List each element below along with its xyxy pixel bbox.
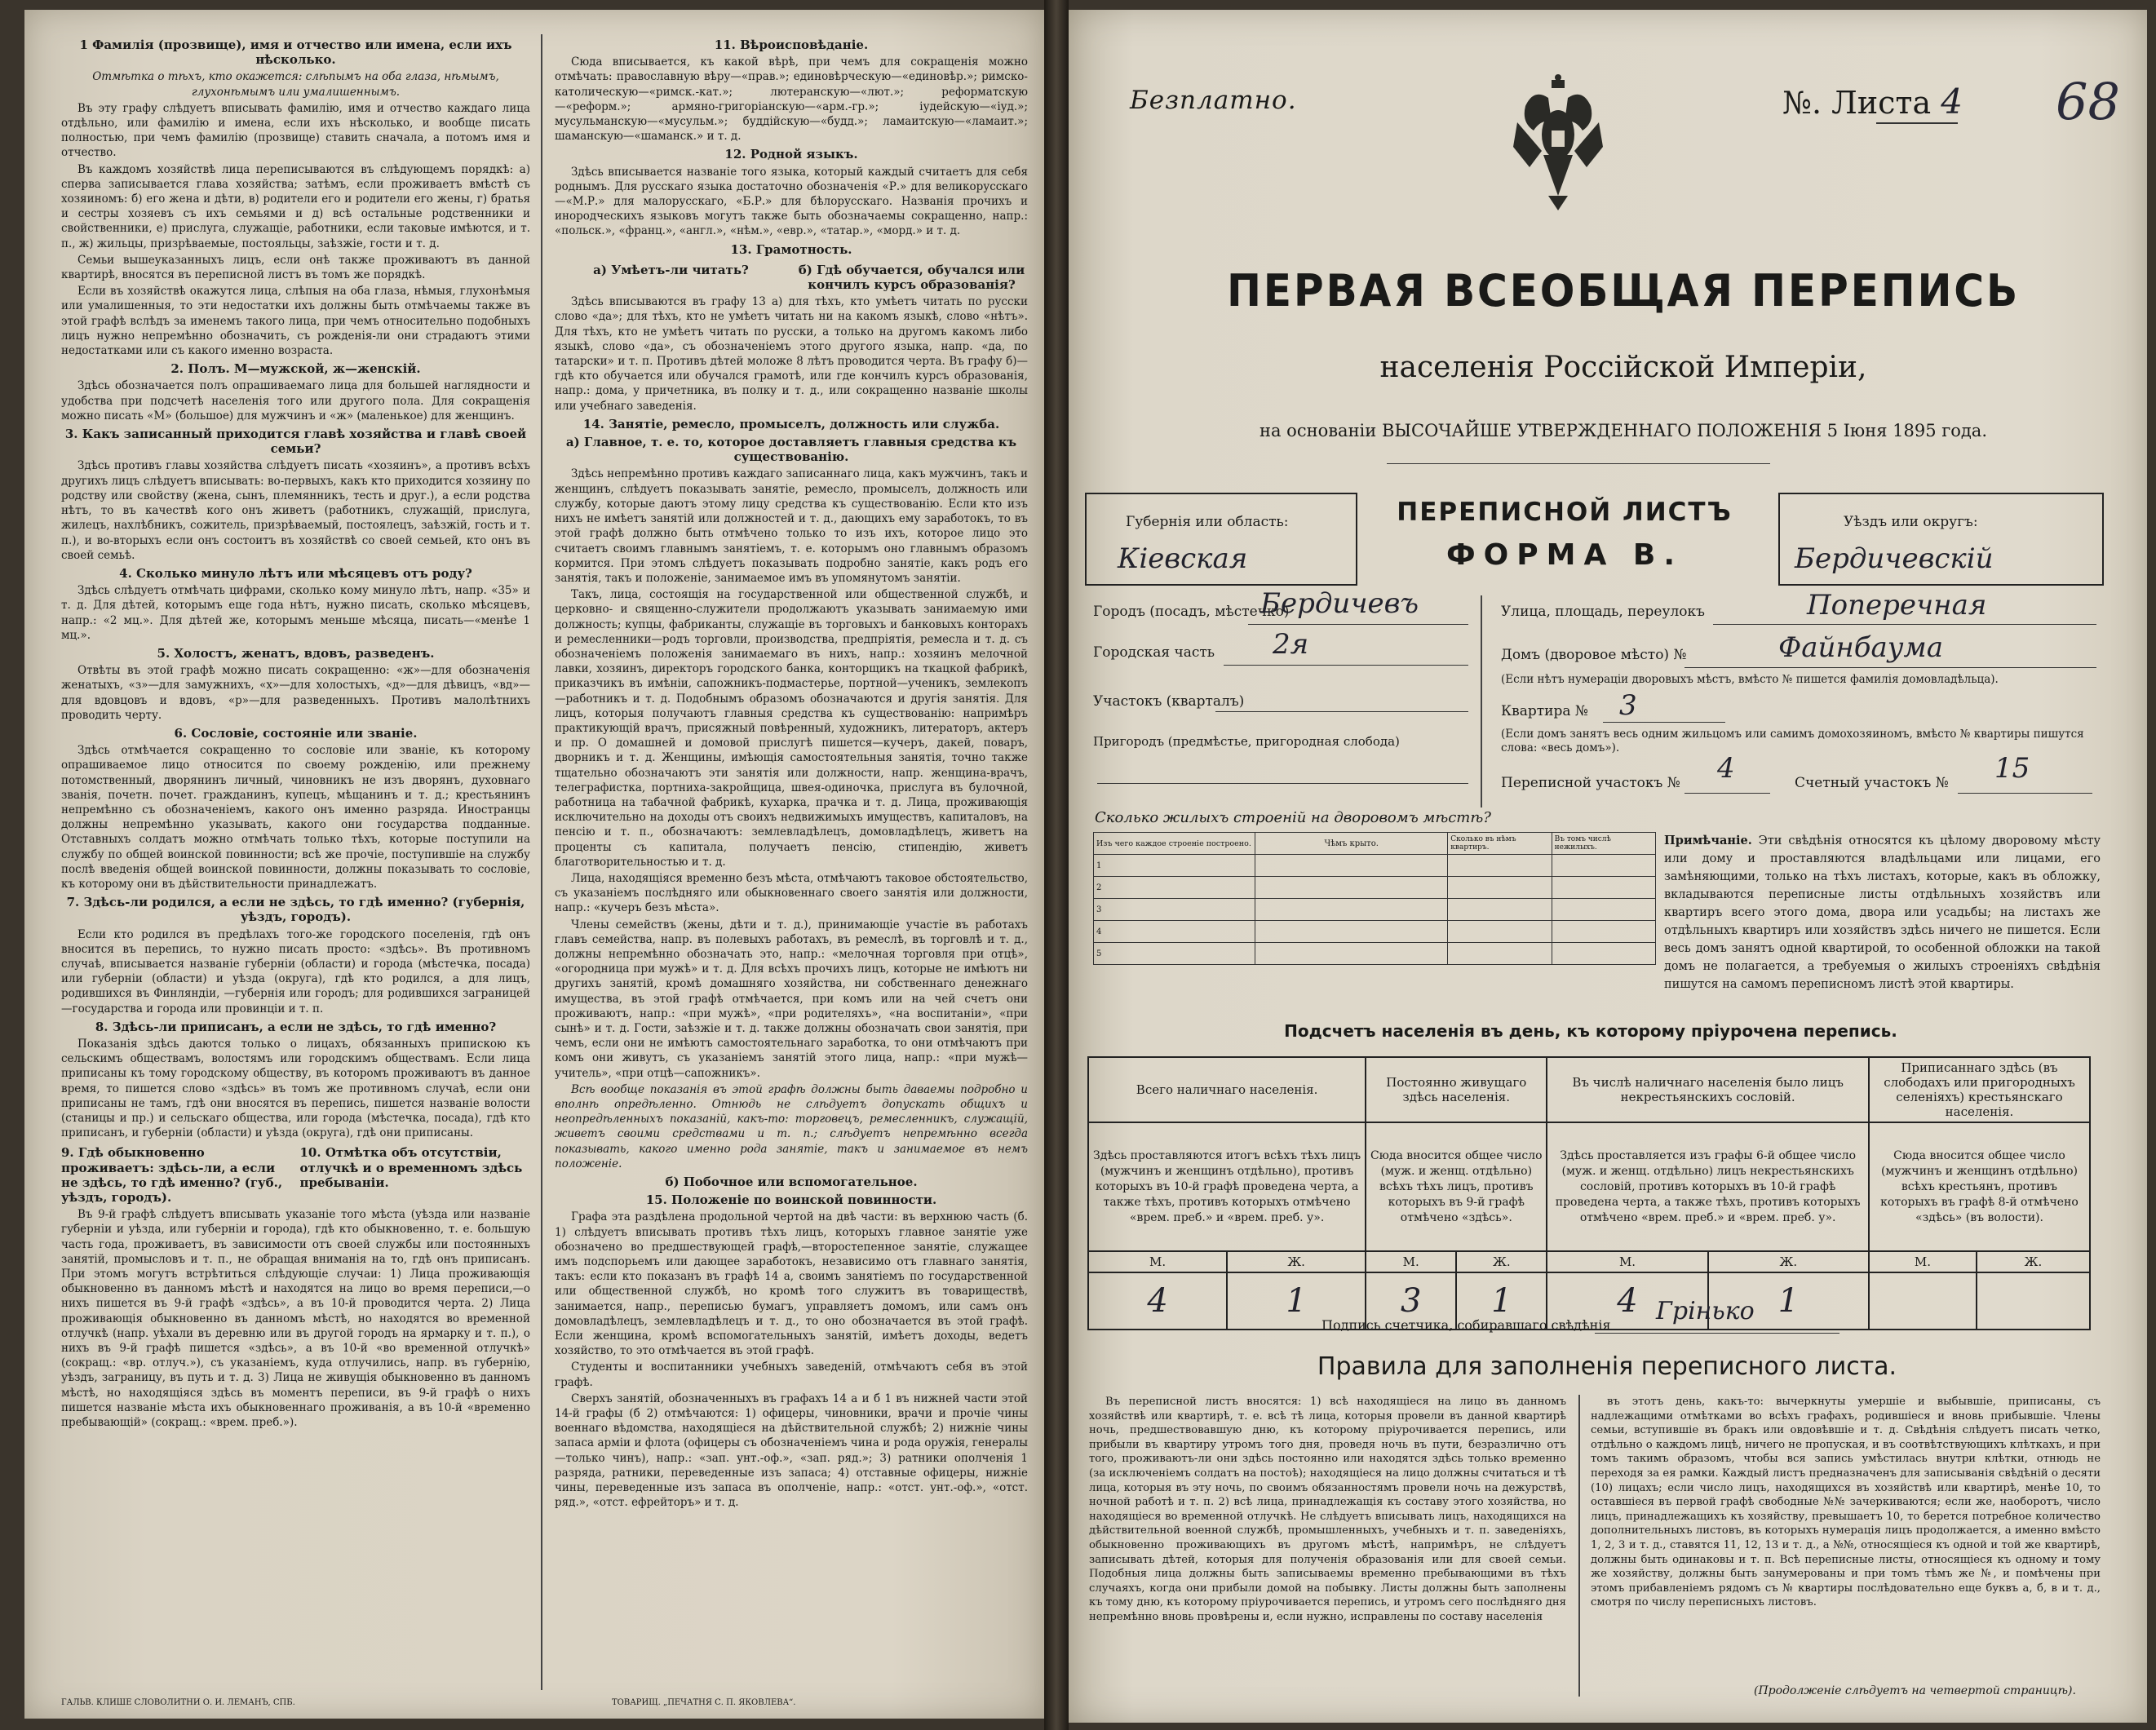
heading-13b: б) Гдѣ обучается, обучался или кончилъ курсъ образованія? <box>798 262 1025 293</box>
apartment-note: (Если домъ занятъ весь одним жильцомъ или самимъ домохозяиномъ, вмѣсто № квартиры пишутся слова: «весь домъ»). <box>1501 728 2084 754</box>
paragraph: Въ эту графу слѣдуетъ вписывать фамилію, имя и отчество каждаго лица отдѣльно, или фамилію и имена, если ихъ нѣсколько, и вообще писать полностью, при чемъ фамилію (прозвище) ставить сначала, а потомъ имя и отчество. <box>61 101 530 160</box>
apartment-label: Квартира № <box>1501 703 1588 719</box>
book-spine <box>1044 0 1069 1730</box>
cell <box>1552 921 1655 943</box>
heading-11: 11. Вѣроисповѣданіе. <box>714 38 869 52</box>
city-part-underline <box>1224 665 1468 666</box>
paragraph: Графа эта раздѣлена продольной чертой на двѣ части: въ верхнюю часть (б. 1) слѣдуетъ вписывать противъ тѣхъ лицъ, которыхъ главное занятіе уже обозначено во предшествующей графѣ,—второстепенное занятіе, служащее имъ подспорьемъ или дающее заработокъ, независимо отъ главнаго занятія, такъ: если кто показанъ въ графѣ 14 а, своимъ занятіемъ по государственной или общественной службѣ, но кромѣ того служитъ въ товариществѣ, занимается, напр., переписью бумагъ, управляетъ домомъ, или самъ онъ домовладѣлецъ, землевладѣлецъ и т. д., то оно обозначается въ этой графѣ. Если женщина, кромѣ вспомогательныхъ занятій, имѣетъ доходы, ведетъ хозяйство, то это отмѣчается въ этой графѣ. <box>555 1210 1028 1358</box>
census-district-value-handwritten: 4 <box>1717 752 1735 785</box>
male-header: М. <box>1088 1251 1227 1272</box>
census-district-underline <box>1685 793 1770 794</box>
paragraph: Всѣ вообще показанія въ этой графѣ должны быть даваемы подробно и вполнѣ опредѣленно. Отнюдь не слѣдуетъ допускать общихъ и неопредѣленныхъ показаній, какъ-то: торговецъ, ремесленникъ, служащій, живетъ своими средствами и т. п.; слѣдуетъ непремѣнно всегда показывать, какого именно рода занятіе, такъ и занимаемое въ немъ положеніе. <box>555 1082 1028 1170</box>
table-row <box>1094 921 1656 943</box>
subtitle-regulation: на основаніи ВЫСОЧАЙШЕ УТВЕРЖДЕННАГО ПОЛОЖЕНІЯ 5 Іюня 1895 года. <box>1259 421 1988 440</box>
buildings-header-apartments: Сколько въ нѣмъ квартиръ. <box>1448 833 1552 855</box>
subtitle: населенія Россійской Имперіи, <box>1379 351 1867 384</box>
paragraph: Семьи вышеуказанныхъ лицъ, если онѣ также проживаютъ въ данной квартирѣ, вносятся въ переписной листъ въ томъ же порядкѣ. <box>61 253 530 282</box>
apartment-value-handwritten: 3 <box>1619 689 1637 722</box>
rules-divider <box>1578 1395 1580 1697</box>
paragraph: Показанія здѣсь даются только о лицахъ, обязанныхъ припискою къ сельскимъ обществамъ, волостямъ или городскимъ обществамъ. Если лица приписаны къ тому городскому обществу, въ которомъ проживаютъ въ данное время, то пишется слово «здѣсь» въ томъ же противномъ случаѣ, если они приписаны не тамъ, гдѣ они вносятся въ перепись, пишется названіе волости (станицы и пр.) и сельскаго общества, или города (мѣстечка, посада), гдѣ кто приписанъ, и губерніи (области) и уѣзда (округа), гдѣ они приписаны. <box>61 1038 530 1140</box>
column-divider <box>541 34 542 1690</box>
heading-10: 10. Отмѣтка объ отсутствіи, отлучкѣ и о временномъ здѣсь пребываніи. <box>299 1145 523 1190</box>
house-note: (Если нѣтъ нумераціи дворовыхъ мѣстъ, вмѣсто № пишется фамилія домовладѣльца). <box>1501 673 1999 686</box>
paragraph: Въ каждомъ хозяйствѣ лица переписываются въ слѣдующемъ порядкѣ: а) сперва записывается глава хозяйства; затѣмъ, если проживаетъ вмѣстѣ съ хозяиномъ: б) его жена и дѣти, в) родители его и родители его жены, г) братья и сестры хозяевъ съ ихъ семьями и д) всѣ остальные родственники и свойственники, е) прислуга, служащіе, работники, если таковые имѣются, и т. п., ж) жильцы, призрѣваемые, постояльцы, заѣзжіе, гости и т. д. <box>61 162 530 250</box>
count-desc-peasant: Сюда вносится общее число (мужчинъ и женщинъ отдѣльно) всѣхъ крестьянъ, противъ которыхъ въ графѣ 8-й отмѣчено «здѣсь» (въ волости). <box>1869 1122 2090 1251</box>
count-header-total: Всего наличнаго населенія. <box>1088 1057 1366 1122</box>
archive-number-handwritten: 68 <box>2056 72 2120 131</box>
cell <box>1255 877 1448 899</box>
paragraph: Члены семействъ (жены, дѣти и т. д.), принимающіе участіе въ работахъ главъ семейства, напр. въ полевыхъ работахъ, въ ремеслѣ, въ торговлѣ и т. д., должны непремѣнно обозначать это, напр.: «мелочная торговля при отцѣ», «огородница при мужѣ» и т. д. Для всѣхъ прочихъ лицъ, которые не имѣютъ ни другихъ занятій, кромѣ домашняго хозяйства, ни собственнаго денежнаго имущества, въ этой графѣ отмѣчается, при комъ или на чей счетъ они проживаютъ, напр.: «при мужѣ», «при родителяхъ», «на воспитаніи», «при сынѣ» и т. д. Гости, заѣзжіе и т. д. также должны обозначать свои занятія, при чемъ, если они не имѣютъ самостоятельнаго заработка, то они отмѣчаютъ при комъ они живутъ, съ указаніемъ занятій этого лица, напр.: «при мужѣ—учитель», «при отцѣ—сапожникъ». <box>555 918 1028 1080</box>
headings-9-10 <box>61 1142 530 1207</box>
row-number: 2 <box>1094 877 1255 899</box>
gubernia-label: Губернія или область: <box>1126 514 1289 530</box>
table-row <box>1094 899 1656 921</box>
suburb-underline <box>1097 783 1468 784</box>
printer-footer-right: ТОВАРИЩ. „ПЕЧАТНЯ С. П. ЯКОВЛЕВА“. <box>612 1698 796 1707</box>
paragraph: Лица, находящіяся временно безъ мѣста, отмѣчаютъ таковое обстоятельство, съ указаніемъ послѣдняго или обыкновеннаго своего занятія или должности, напр.: «кучеръ безъ мѣста». <box>555 871 1028 915</box>
note-title: Примѣчаніе. <box>1664 834 1752 847</box>
table-row <box>1094 943 1656 965</box>
city-part-label: Городская часть <box>1093 644 1215 661</box>
count-header-peasant: Приписаннаго здѣсь (въ слободахъ или пригородныхъ селеніяхъ) крестьянскаго населенія. <box>1869 1057 2090 1122</box>
house-underline <box>1685 667 2096 668</box>
city-label: Городъ (посадъ, мѣстечко) <box>1093 604 1290 620</box>
count-total-male: 4 <box>1088 1272 1227 1330</box>
main-title: ПЕРВАЯ ВСЕОБЩАЯ ПЕРЕПИСЬ <box>1226 265 2021 316</box>
heading-5: 5. Холостъ, женатъ, вдовъ, разведенъ. <box>157 645 435 661</box>
cell <box>1552 899 1655 921</box>
cell <box>1255 855 1448 877</box>
title-rule <box>1387 463 1770 464</box>
instructions-column-1 <box>61 34 530 1694</box>
paragraph: Здѣсь отмѣчается сокращенно то сословіе или званіе, къ которому опрашиваемое лицо относится по своему рожденію, или прежнему потомственный, дворянинъ личный, чиновникъ не изъ дворянъ, духовнаго званія, почетн. почет. гражданинъ, купецъ, мѣщанинъ и т. д.; крестьянинъ непремѣнно съ обозначеніемъ, какого онъ именно разряда. Иностранцы должны непремѣнно указывать, какого они государства подданные. Отставныхъ солдатъ можно отмѣчать только тѣхъ, которые поступили на службу по общей воинской повинности; всѣ же прочіе, поступившіе на службу послѣ введенія общей воинской повинности, должны показывать то сословіе, къ которому они въ дѣйствительности принадлежатъ. <box>61 744 530 891</box>
cell <box>1448 943 1552 965</box>
street-underline <box>1713 624 2096 625</box>
city-value-handwritten: Бердичевъ <box>1260 587 1419 620</box>
rules-column-2 <box>1591 1395 2101 1680</box>
cell <box>1552 877 1655 899</box>
note-text: Эти свѣдѣнія относятся къ цѣлому дворовому мѣсту или дому и проставляются владѣльцами или лицами, его замѣняющими, только на тѣхъ листахъ, которые, какъ въ обложку, вкладываются переписные листы отдѣльныхъ хозяйствъ или квартиръ всего этого дома, двора или усадьбы; на листахъ же отдѣльныхъ квартиръ или хозяйствъ здѣсь ничего не пишется. Если весь домъ занятъ одной квартирой, то особенной обложки на такой домъ не полагается, а требуемыя о жилыхъ строеніяхъ свѣдѣнія пишутся на самомъ переписномъ листѣ этой квартиры. <box>1664 834 2101 991</box>
count-table-sex-header <box>1088 1251 2090 1272</box>
uezd-label: Уѣздъ или округъ: <box>1844 514 1978 530</box>
rules-paragraph: Въ переписной листъ вносятся: 1) всѣ находящіеся на лицо въ данномъ хозяйствѣ или квартирѣ, т. е. всѣ тѣ лица, которыя провели въ данной квартирѣ ночь, предшествовавшую дню, къ которому пріурочивается перепись, или прибыли въ квартиру утромъ того дня, проведя ночь въ пути, безразлично отъ того, проживаютъ-ли они здѣсь постоянно или находятся здѣсь только временно (за исключеніемъ солдатъ на постоѣ); находящіеся на лицо должны считаться и тѣ лица, которыя въ эту ночь, по своимъ обязанностямъ провели ночь на дежурствѣ, ночной работѣ и т. п. 2) всѣ лица, принадлежащія къ составу этого хозяйства, но находящіеся во временной отлучкѣ. Не слѣдуетъ вписывать лицъ, находящихся на дѣйствительной военной службѣ, промышленныхъ, учебныхъ и т. п. заведеніяхъ, обыкновенно проживающихъ въ другомъ мѣстѣ, напримѣръ, не слѣдуетъ записывать дѣтей, которыя для полученія образованія или для своей семьи. Подобныя лица должны быть записываемы временно пребывающими въ тѣхъ случаяхъ, когда они прибыли домой на побывку. Листы должны быть заполнены къ тому дню, къ которому пріурочивается перепись, и утромъ сего послѣдняго дня непремѣнно вновь провѣрены и, если нужно, исправлены по составу населенія <box>1089 1396 1566 1623</box>
sheet-number-label <box>1782 82 1963 122</box>
heading-9: 9. Гдѣ обыкновенно проживаетъ: здѣсь-ли, а если не здѣсь, то гдѣ именно? (губ., уѣздъ, городъ). <box>61 1145 283 1206</box>
count-table-descriptions <box>1088 1122 2090 1251</box>
note-block <box>1664 832 2101 993</box>
heading-1: 1 Фамилія (прозвище), имя и отчество или имена, если ихъ нѣсколько. <box>79 38 512 68</box>
paragraph: Отвѣты въ этой графѣ можно писать сокращенно: «ж»—для обозначенія женатыхъ, «з»—для замужнихъ, «х»—для холостыхъ, «д»—для дѣвицъ, «вд»—для вдовцовъ и вдовъ, «р»—для разведенныхъ. Противъ малолѣтнихъ проводить черту. <box>61 664 530 722</box>
heading-6: 6. Сословіе, состояніе или званіе. <box>174 725 418 741</box>
count-table-header <box>1088 1057 2090 1122</box>
cell <box>1448 899 1552 921</box>
female-header: Ж. <box>1227 1251 1366 1272</box>
sheet-number-text: №. Листа <box>1782 85 1932 121</box>
count-desc-noncrestian: Здѣсь проставляется изъ графы 6-й общее число (муж. и женщ. отдѣльно) лицъ некрестьянскихъ сословій, противъ которыхъ въ 10-й графѣ проведена черта, а также тѣхъ, противъ которыхъ отмѣчено «врем. преб.» и «врем. преб. у». <box>1547 1122 1869 1251</box>
paragraph: Здѣсь слѣдуетъ отмѣчать цифрами, сколько кому минуло лѣтъ, напр. «35» и т. д. Для дѣтей, которымъ еще года нѣтъ, нужно писать, сколько мѣсяцевъ, напр.: «2 мц.». Для дѣтей же, которымъ меньше мѣсяца, писать—«менѣе 1 мц.». <box>61 584 530 642</box>
population-count-table <box>1087 1056 2091 1330</box>
table-row <box>1094 855 1656 877</box>
count-desc-total: Здѣсь проставляются итогъ всѣхъ тѣхъ лицъ (мужчинъ и женщинъ отдѣльно), противъ которыхъ въ 10-й графѣ проведена черта, а также тѣхъ, противъ которыхъ отмѣчено «врем. преб.» и «врем. преб. у». <box>1088 1122 1366 1251</box>
sheet-number-underline <box>1876 122 1958 124</box>
free-label: Безплатно. <box>1130 86 1297 115</box>
cell <box>1448 921 1552 943</box>
uezd-value-handwritten: Бердичевскій <box>1795 542 1994 575</box>
paragraph: Если кто родился въ предѣлахъ того-же городского поселенія, гдѣ онъ вносится въ перепись, то нужно писать просто: «здѣсь». Въ противномъ случаѣ, вписывается названіе губерніи (области) и города (мѣстечка, посада) или губерніи (области) и уѣзда (округа), гдѣ кто родился, а для лицъ, родившихся въ Финляндіи, —губернія или городъ; для родившихся заграницей—государства и города или провинціи и т. п. <box>61 927 530 1015</box>
buildings-header-material: Изъ чего каждое строеніе построено. <box>1094 833 1255 855</box>
heading-13: 13. Грамотность. <box>730 241 852 257</box>
paragraph: Здѣсь противъ главы хозяйства слѣдуетъ писать «хозяинъ», а противъ всѣхъ другихъ лицъ слѣдуетъ вписывать: во-первыхъ, какъ кто приходится хозяину по родству или свойству (жена, сынъ, племянникъ, тесть и друг.), а если родства нѣтъ, то въ качествѣ кого онъ живетъ (работникъ, служащій, прислуга, жилецъ, нахлѣбникъ, сожитель, призрѣваемый, постоялецъ, заѣзжій, гость и т. п.), и во-вторыхъ если онъ состоитъ въ хозяйствѣ со своей семьей, кто онъ въ своей семьѣ. <box>61 459 530 562</box>
buildings-table-header <box>1094 833 1656 855</box>
city-part-value-handwritten: 2я <box>1273 628 1309 661</box>
form-title: ПЕРЕПИСНОЙ ЛИСТЪ <box>1397 498 1733 527</box>
census-district-label: Переписной участокъ № <box>1501 775 1680 791</box>
cell <box>1552 855 1655 877</box>
paragraph: Отмѣтка о тѣхъ, кто окажется: слѣпымъ на оба глаза, нѣмымъ, глухонѣмымъ или умалишеннымъ. <box>92 70 499 99</box>
cell <box>1255 899 1448 921</box>
street-label: Улица, площадь, переулокъ <box>1501 604 1705 620</box>
table-row <box>1094 877 1656 899</box>
house-value-handwritten: Файнбаума <box>1778 631 1943 664</box>
house-label: Домъ (дворовое мѣсто) № <box>1501 647 1687 663</box>
female-header: Ж. <box>1708 1251 1869 1272</box>
gubernia-value-handwritten: Кіевская <box>1118 542 1248 575</box>
left-page-instructions <box>24 10 1044 1719</box>
paragraph: Здѣсь непремѣнно противъ каждаго записаннаго лица, какъ мужчинъ, такъ и женщинъ, слѣдуетъ показывать занятіе, ремесло, промыселъ, должность или службу, которые даютъ этому лицу средства къ существованію. Если кто изъ нихъ не имѣетъ занятій или должностей и т. д., дающихъ ему заработокъ, то въ этой графѣ должно быть отмѣчено только то изъ ихъ, которое лицо это считаетъ своимъ главнымъ занятіемъ, т. е. которымъ оно главнымъ образомъ кормится. При этомъ слѣдуетъ показывать подробно занятіе, какъ родъ его занятія, такъ и положеніе, занимаемое имъ въ упомянутомъ занятіи. <box>555 467 1028 585</box>
count-header-permanent: Постоянно живущаго здѣсь населенія. <box>1366 1057 1547 1122</box>
cell <box>1448 877 1552 899</box>
location-divider <box>1481 595 1482 807</box>
count-permanent-female: 1 <box>1456 1272 1547 1330</box>
count-permanent-male: 3 <box>1366 1272 1456 1330</box>
heading-2: 2. Полъ. М—мужской, ж—женскій. <box>170 361 421 377</box>
paragraph: Такъ, лица, состоящія на государственной или общественной службѣ, и церковно- и священно-служители продолжаютъ указывать занимаемую ими должность; купцы, фабриканты, служащіе въ торговыхъ и банковыхъ конторахъ и ремесленники—родъ торговли, производства, предпріятія, ремесла и т. д. съ обозначеніемъ положенія занимаемаго въ нихъ, напр.: хозяинъ мелочной лавки, хозяинъ, директоръ городского банка, конторщикъ на ткацкой фабрикѣ, приказчикъ въ имѣніи, сапожникъ-подмастерье, портной—ученикъ, землекопъ—работникъ и т. д. Подобнымъ образомъ обозначаются и другія занятія. Для лицъ, которыя получаютъ главныя средства къ существованію: напримѣръ практикующій врачъ, присяжный повѣренный, художникъ, литераторъ, актеръ и пр. О домашней и домовой прислугѣ пишется—кучеръ, дакей, поваръ, дворникъ и т. д. Женщины, имѣющія самостоятельныя занятія, точно также тщательно обозначаютъ эти занятія или должности, напр. женщина-врачъ, телеграфистка, портниха-закройщица, швея-одиночка, прислуга въ булочной, работница на табачной фабрикѣ, кухарка, прачка и т. д. Лица, проживающія исключительно на доходы отъ своихъ недвижимыхъ имуществъ, капиталовъ, на пенсію и т. п., обозначаютъ: землевладѣлецъ, домовладѣлецъ, живетъ на проценты съ капитала, получаетъ пенсію, стипендію, живетъ благотворительностью и т. д. <box>555 588 1028 869</box>
paragraph: Здѣсь вписываются въ графу 13 а) для тѣхъ, кто умѣетъ читать по русски слово «да»; для тѣхъ, кто не умѣетъ читать ни на какомъ языкѣ, слово «нѣтъ». Для тѣхъ, кто не умѣетъ читать по русски, а только на другомъ какомъ либо языкѣ, слово «да», съ обозначеніемъ этого другого языка, напр. «да, по татарски» и т. п. Противъ дѣтей моложе 8 лѣтъ проводится черта. Въ графу б)—гдѣ кто обучается или обучался грамотѣ, или где кончилъ курсъ образованія, напр.: дома, у причетника, въ полку и т. д., или сокращенно названіе школы или учебнаго заведенія. <box>555 295 1028 413</box>
male-header: М. <box>1869 1251 1977 1272</box>
paragraph: Здѣсь вписывается названіе того языка, который каждый считаетъ для себя роднымъ. Для русскаго языка достаточно обозначенія «Р.» для великорусскаго—«М.Р.» для малорусскаго, «Б.Р.» для бѣлорусскаго. Названія прочихъ и инородческихъ языковъ могутъ также быть обозначаемы сокращенно, напр.: «польск.», «франц.», «англ.», «нѣм.», «евр.», «татар.», «морд.» и т. д. <box>555 165 1028 238</box>
row-number: 4 <box>1094 921 1255 943</box>
printer-footer-left: ГАЛЬВ. КЛИШЕ СЛОВОЛИТНИ О. И. ЛЕМАНЪ, СПБ. <box>61 1698 295 1707</box>
count-noncrestian-male: 4 <box>1547 1272 1707 1330</box>
paragraph: Сюда вписывается, къ какой вѣрѣ, при чемъ для сокращенія можно отмѣчать: православную вѣру—«прав.»; единовѣрческую—«единовѣр.»; римско-католическую—«римск.-кат.»; лютеранскую—«лют.»; реформатскую—«реформ.»; армяно-григоріанскую—«арм.-гр.»; іудейскую—«іуд.»; мусульманскую—«мусульм.»; буддійскую—«будд.»; ламаитскую—«ламаит.»; шаманскую—«шаманск.» и т. д. <box>555 55 1028 144</box>
signature-underline <box>1595 1333 1839 1334</box>
apartment-underline <box>1603 722 1725 723</box>
rules-title: Правила для заполненія переписного листа. <box>1317 1352 1897 1381</box>
heading-13a: а) Умѣетъ-ли читать? <box>593 262 749 277</box>
rules-continued: (Продолженіе слѣдуетъ на четвертой страницѣ). <box>1754 1684 2076 1697</box>
row-number: 3 <box>1094 899 1255 921</box>
heading-7: 7. Здѣсь-ли родился, а если не здѣсь, то гдѣ именно? (губернія, уѣздъ, городъ). <box>66 895 525 925</box>
count-title: Подсчетъ населенія въ день, къ которому пріурочена перепись. <box>1284 1021 1897 1041</box>
count-district-value-handwritten: 15 <box>1994 752 2030 785</box>
city-underline <box>1248 624 1468 625</box>
suburb-label: Пригородъ (предмѣстье, пригородная слобода) <box>1093 734 1400 749</box>
female-header: Ж. <box>1977 1251 2090 1272</box>
heading-14a: а) Главное, т. е. то, которое доставляетъ главныя средства къ существованію. <box>565 435 1017 465</box>
buildings-header-roof: Чѣмъ крыто. <box>1255 833 1448 855</box>
sheet-number-handwritten: 4 <box>1941 82 1963 122</box>
count-desc-permanent: Сюда вносится общее число (муж. и женщ. отдѣльно) всѣхъ тѣхъ лицъ, противъ которыхъ въ 9-й графѣ отмѣчено «здѣсь». <box>1366 1122 1547 1251</box>
street-value-handwritten: Поперечная <box>1807 589 1987 622</box>
heading-12: 12. Родной языкъ. <box>724 147 858 162</box>
paragraph: Студенты и воспитанники учебныхъ заведеній, отмѣчаютъ себя въ этой графѣ. <box>555 1361 1028 1389</box>
signature-label: Подпись счетчика, собиравшаго свѣдѣнія <box>1321 1317 1611 1333</box>
form-letter: ФОРМА В. <box>1445 538 1684 572</box>
female-header: Ж. <box>1456 1251 1547 1272</box>
count-noncrestian-female: 1 <box>1708 1272 1869 1330</box>
heading-14: 14. Занятіе, ремесло, промыселъ, должность или служба. <box>582 416 1000 431</box>
buildings-question: Сколько жилыхъ строеній на дворовомъ мѣстѣ? <box>1095 809 1491 826</box>
buildings-table <box>1093 832 1656 965</box>
instructions-column-2 <box>555 34 1028 1694</box>
paragraph: Здѣсь обозначается полъ опрашиваемаго лица для большей наглядности и удобства при подсчетѣ населенія того или другого пола. Для сокращенія можно писать «М» (большое) для мужчинъ и «ж» (маленькое) для женщинъ. <box>61 379 530 423</box>
heading-15: 15. Положеніе по воинской повинности. <box>645 1192 937 1208</box>
rules-paragraph: въ этотъ день, какъ-то: вычеркнуты умершіе и выбывшіе, приписаны, съ надлежащими отмѣтками во всѣхъ графахъ, родившіеся и вновь прибывшіе. Члены семьи, вступившіе въ бракъ или овдовѣвшіе и т. д. Свѣдѣнія слѣдуетъ писать четко, отдѣльно о каждомъ лицѣ, ничего не пропуская, и въ соотвѣтствующихъ клѣткахъ, и при томъ такимъ образомъ, чтобы вся запись умѣстилась внутри клѣтки, отнюдь не переходя за ея рамки. Каждый листъ предназначенъ для записыванія свѣдѣній о десяти (10) лицахъ; если число лицъ, находящихся въ хозяйствѣ или квартирѣ, менѣе 10, то оставшіеся въ первой графѣ свободные №№ зачеркиваются; если же, наоборотъ, число лицъ, принадлежащихъ къ хозяйству, превышаетъ 10, то берется потребное количество дополнительныхъ листовъ, въ которыхъ нумерація лицъ продолжается, а именно вмѣсто 1, 2, 3 и т. д., ставятся 11, 12, 13 и т. д., а №№, относящіеся къ одной и той же квартирѣ, должны быть одинаковы и т. п. Всѣ переписные листы, относящіеся къ одному и тому же хозяйству, должны быть занумерованы и при томъ тѣмъ же №, и помѣчены при этомъ прибавленіемъ рядомъ съ № квартиры послѣдовательно еще буквъ а, б, в и т. д., смотря по числу переписныхъ листовъ. <box>1591 1396 2101 1609</box>
headings-13ab <box>555 259 1028 294</box>
district-label: Участокъ (кварталъ) <box>1093 693 1245 710</box>
male-header: М. <box>1366 1251 1456 1272</box>
count-district-label: Счетный участокъ № <box>1795 775 1949 791</box>
buildings-header-nonresidential: Въ томъ числѣ нежилыхъ. <box>1552 833 1655 855</box>
heading-14b: б) Побочное или вспомогательное. <box>665 1175 918 1190</box>
paragraph: Въ 9-й графѣ слѣдуетъ вписывать указаніе того мѣста (уѣзда или названіе губерніи и уѣзда, или губерніи и города), гдѣ кто обыкновенно, т. е. большую часть года, проживаетъ, въ зависимости отъ своей службы или постоянныхъ занятій, промысловъ и т. п., не обращая вниманія на то, гдѣ онъ приписанъ. При этомъ могутъ встрѣтиться слѣдующіе случаи: 1) Лица проживающія обыкновенно въ данномъ мѣстѣ и находятся на лицо во время переписи,—о нихъ пишется въ 9-й графѣ «здѣсь», а въ 10-й проводится черта. 2) Лица проживающія обыкновенно въ данномъ мѣстѣ, но находятся во временной отлучкѣ (напр. уѣхали въ деревню или въ другой городъ на ярмарку и т. п.), о нихъ въ 9-й графѣ пишется «здѣсь», а въ 10-й «во временной отлучкѣ» (сокращ.: «вр. отлуч.»), съ указаніемъ, куда отлучились, напр. въ губернію, уѣздъ, заграницу, въ путь и т. д. 3) Лица не живущія обыкновенно въ данномъ мѣстѣ, но находящіяся здѣсь въ моментъ переписи, въ 9-й графѣ о нихъ пишется названіе мѣста ихъ обыкновеннаго проживанія, а въ 10-й «временно пребывающій» (сокращ.: «врем. преб.»). <box>61 1208 530 1430</box>
count-peasant-male <box>1869 1272 1977 1330</box>
male-header: М. <box>1547 1251 1707 1272</box>
count-peasant-female <box>1977 1272 2090 1330</box>
signature-handwritten: Грінько <box>1656 1297 1755 1325</box>
cell <box>1552 943 1655 965</box>
heading-3: 3. Какъ записанный приходится главѣ хозяйства и главѣ своей семьи? <box>64 427 527 457</box>
paragraph: Сверхъ занятій, обозначенныхъ въ графахъ 14 а и б 1 въ нижней части этой 14-й графы (б 2) отмѣчаются: 1) офицеры, чиновники, врачи и прочіе чины военнаго вѣдомства, находящіеся на дѣйствительной службѣ; 2) нижніе чины запаса арміи и флота (офицеры съ обозначеніемъ чина и рода оружія, генералы—только чинъ), напр.: «зап. унт.-оф.», «зап. ряд.»; 3) ратники ополченія 1 разряда, ратники, переведенные изъ запаса; 4) отставные офицеры, нижніе чины, переведенные изъ запаса въ ополченіе, напр.: «отст. унт.-оф.», «отст. ряд.», «отст. ефрейторъ» и т. д. <box>555 1392 1028 1510</box>
cell <box>1448 855 1552 877</box>
paragraph: Если въ хозяйствѣ окажутся лица, слѣпыя на оба глаза, нѣмыя, глухонѣмыя или умалишенныя, то эти недостатки ихъ должны быть отмѣчаемы также въ этой графѣ вслѣдъ за именемъ такого лица, при чемъ относительно подобныхъ лицъ нужно непремѣнно обозначить, съ рожденія-ли они страдаютъ этими недостатками или съ какого именно возраста. <box>61 285 530 358</box>
cell <box>1255 943 1448 965</box>
count-district-underline <box>1958 793 2092 794</box>
heading-8: 8. Здѣсь-ли приписанъ, а если не здѣсь, то гдѣ именно? <box>95 1019 497 1034</box>
count-header-noncrestian: Въ числѣ наличнаго населенія было лицъ некрестьянскихъ сословій. <box>1547 1057 1869 1122</box>
row-number: 1 <box>1094 855 1255 877</box>
row-number: 5 <box>1094 943 1255 965</box>
count-total-female: 1 <box>1227 1272 1366 1330</box>
double-headed-eagle-emblem <box>1509 73 1607 212</box>
cell <box>1255 921 1448 943</box>
heading-4: 4. Сколько минуло лѣтъ или мѣсяцевъ отъ роду? <box>119 565 472 581</box>
district-underline <box>1215 711 1468 712</box>
rules-column-1 <box>1089 1395 1566 1705</box>
